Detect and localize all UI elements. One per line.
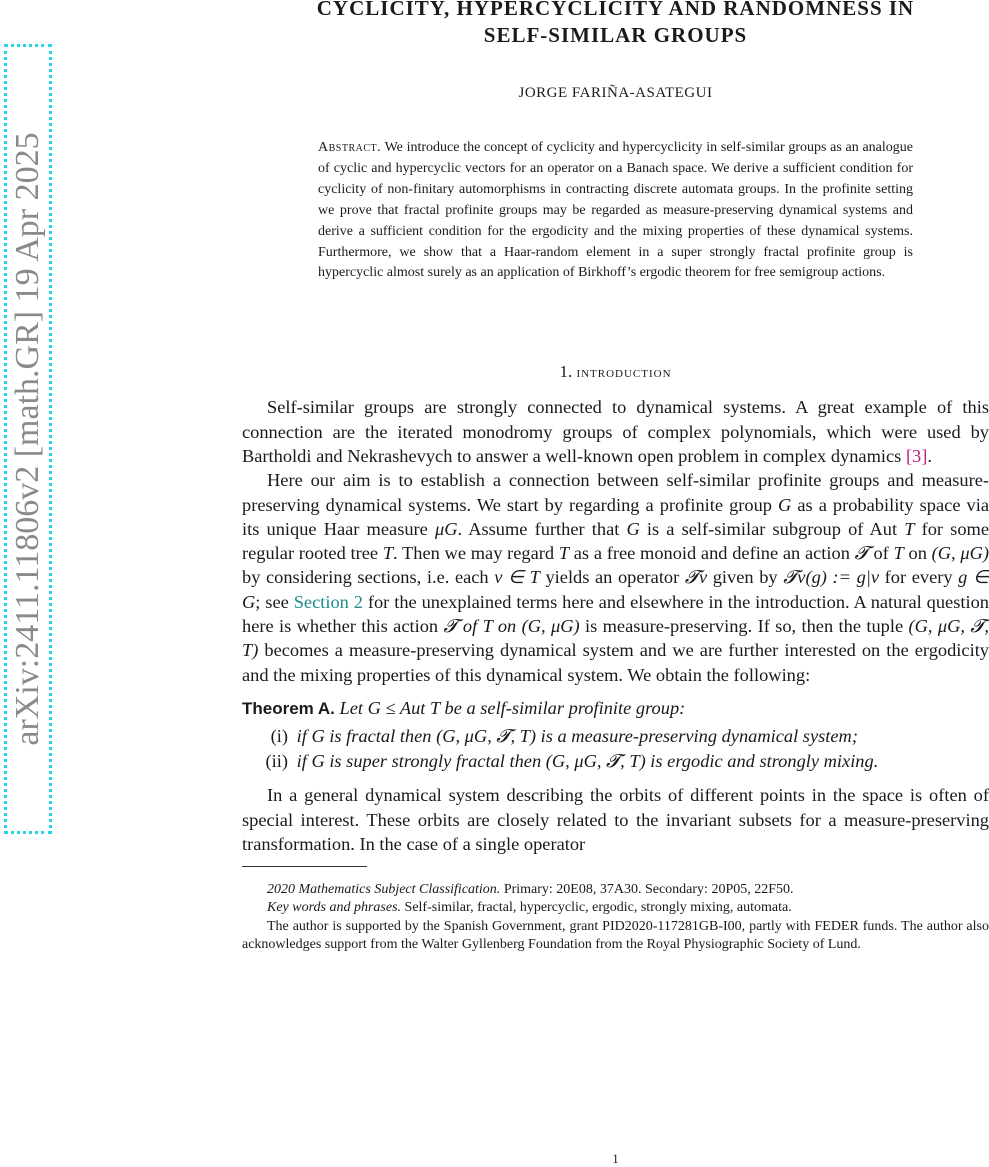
theorem-items (242, 724, 989, 774)
para1-end: . (927, 445, 932, 466)
para2-text: by considering sections, i.e. each (242, 567, 495, 588)
math-symbol: 𝓣v (684, 567, 708, 588)
item-text: is fractal then (324, 726, 437, 747)
citation-link[interactable]: [3] (905, 445, 928, 466)
abstract-text: We introduce the concept of cyclicity and hypercyclicity in self-similar groups as an analogue of cyclic and hypercyclic vectors for an operator on a Banach space. We derive a sufficient condition for cyclicity of non-finitary automorphisms in contracting discrete automata groups. In the profinite setting we prove that fractal profinite groups may be regarded as measure-preserving dynamical systems and derive a sufficient condition for the ergodicity and the mixing properties of these dynamical systems. Furthermore, we show that a Haar-random element in a super strongly fractal profinite group is hypercyclic almost surely as an application of Birkhoff’s ergodic theorem for free semigroup actions. (318, 140, 913, 281)
theorem-intro (340, 698, 686, 718)
para2-text: is measure-preserving. If so, then the tuple (579, 616, 909, 637)
math-symbol: (G, μG, 𝓣, T) (242, 616, 989, 661)
para2-text: of (868, 543, 894, 564)
math-symbol: T (904, 518, 915, 539)
math-symbol: G (778, 494, 792, 515)
math-symbol: (G, μG) (931, 543, 989, 564)
msc-text: Primary: 20E08, 37A30. Secondary: 20P05, 22F50. (503, 882, 794, 898)
paper-title (242, 0, 989, 49)
item-number: (ii) (265, 751, 288, 772)
arxiv-identifier[interactable]: arXiv:2411.11806v2 [math.GR] 19 Apr 2025 (9, 132, 46, 746)
para2-text: . Assume further that (457, 518, 627, 539)
math-symbol: G (311, 726, 325, 747)
math-symbol: G (311, 751, 325, 772)
theorem-intro-text: be a self-similar profinite group: (439, 697, 686, 718)
math-symbol: T (382, 543, 394, 564)
math-symbol: 𝓣v(g) := g|v (783, 567, 880, 588)
para2-text: yields an operator (539, 567, 685, 588)
math-symbol: T (893, 543, 904, 564)
math-symbol: 𝓣 (854, 543, 869, 564)
math-symbol: v ∈ T (494, 567, 540, 588)
math-symbol: μG (434, 518, 458, 539)
section-2-link[interactable]: Section 2 (293, 591, 363, 612)
item-text: if (296, 751, 312, 772)
math-symbol: G ≤ (367, 697, 396, 718)
author-name: JORGE FARIÑA-ASATEGUI (518, 85, 713, 101)
intro-paragraph-2 (242, 468, 989, 687)
para2-text: given by (707, 567, 784, 588)
section-title: introduction (576, 364, 672, 382)
para2-text: . Then we may regard (393, 543, 559, 564)
theorem-label: Theorem A. (242, 698, 335, 718)
item-text: is a measure-preserving dynamical system; (536, 726, 858, 747)
math-symbol: G (626, 518, 640, 539)
footnote-msc (242, 881, 989, 899)
section-number: 1. (559, 362, 573, 382)
math-symbol: (G, μG, 𝓣, T) (545, 751, 646, 772)
theorem-intro-text: Aut (395, 697, 430, 718)
paper-page (242, 0, 989, 1166)
msc-label: 2020 Mathematics Subject Classification. (267, 882, 501, 898)
para2-text: on (903, 543, 932, 564)
theorem-a (242, 696, 989, 774)
title-line-2: SELF-SIMILAR GROUPS (483, 23, 748, 47)
footnote-funding: The author is supported by the Spanish Government, grant PID2020-117281GB-I00, partly with FEDER funds. The author also acknowledges support from the Walter Gyllenberg Foundation from the Royal Physiographic Society of Lund. (242, 918, 989, 952)
math-symbol: T (430, 697, 440, 718)
para2-text: ; see (255, 591, 294, 612)
arxiv-stamp (4, 44, 52, 834)
theorem-intro-text: Let (339, 697, 368, 718)
para2-text: becomes a measure-preserving dynamical system and we are further interested on the ergodicity and the mixing properties of this dynamical system. We obtain the following: (242, 640, 989, 685)
intro-paragraph-1 (242, 395, 989, 468)
para2-text: is a self-similar subgroup of Aut (639, 518, 905, 539)
math-symbol: (G, μG, 𝓣, T) (436, 726, 537, 747)
math-symbol: 𝓣 of T on (G, μG) (443, 616, 580, 637)
theorem-item-i (242, 724, 989, 749)
item-text: is ergodic and strongly mixing. (645, 751, 879, 772)
para2-text: for some regular rooted tree (242, 518, 989, 564)
footnote-keywords (242, 899, 989, 917)
title-line-1: CYCLICITY, HYPERCYCLICITY AND RANDOMNESS IN (316, 0, 915, 20)
para2-text: as a free monoid and define an action (569, 543, 855, 564)
theorem-item-ii (242, 749, 989, 774)
keywords-text: Self-similar, fractal, hypercyclic, ergodic, strongly mixing, automata. (404, 900, 792, 916)
para2-text: Here our aim is to establish a connection between self-similar profinite groups and measure-preserving dynamical systems. We start by regarding a profinite group (242, 470, 989, 515)
footnote-rule (242, 866, 367, 867)
math-symbol: T (558, 543, 570, 564)
page-number: 1 (612, 1151, 619, 1166)
abstract (318, 138, 913, 284)
para1-text: Self-similar groups are strongly connected to dynamical systems. A great example of this connection are the iterated monodromy groups of complex polynomials, which were used by Bartholdi and Nekrashevych to answer a well-known open problem in complex dynamics (242, 397, 989, 466)
keywords-label: Key words and phrases. (267, 900, 402, 916)
math-symbol: g ∈ G (242, 567, 989, 612)
item-text: if (296, 726, 312, 747)
abstract-label: Abstract. (318, 140, 382, 155)
intro-paragraph-3: In a general dynamical system describing the orbits of different points in the space is often of special interest. These orbits are closely related to the invariant subsets for a measure-preserving transformation. In the case of a single operator (242, 785, 989, 854)
para2-text: for every (879, 567, 959, 588)
item-text: is super strongly fractal then (324, 751, 546, 772)
para2-text: as a probability space via its unique Haar measure (242, 494, 989, 539)
para2-text: for the unexplained terms here and elsewhere in the introduction. A natural question here is whether this action (242, 591, 989, 637)
section-heading (242, 362, 989, 382)
item-number: (i) (270, 726, 288, 747)
